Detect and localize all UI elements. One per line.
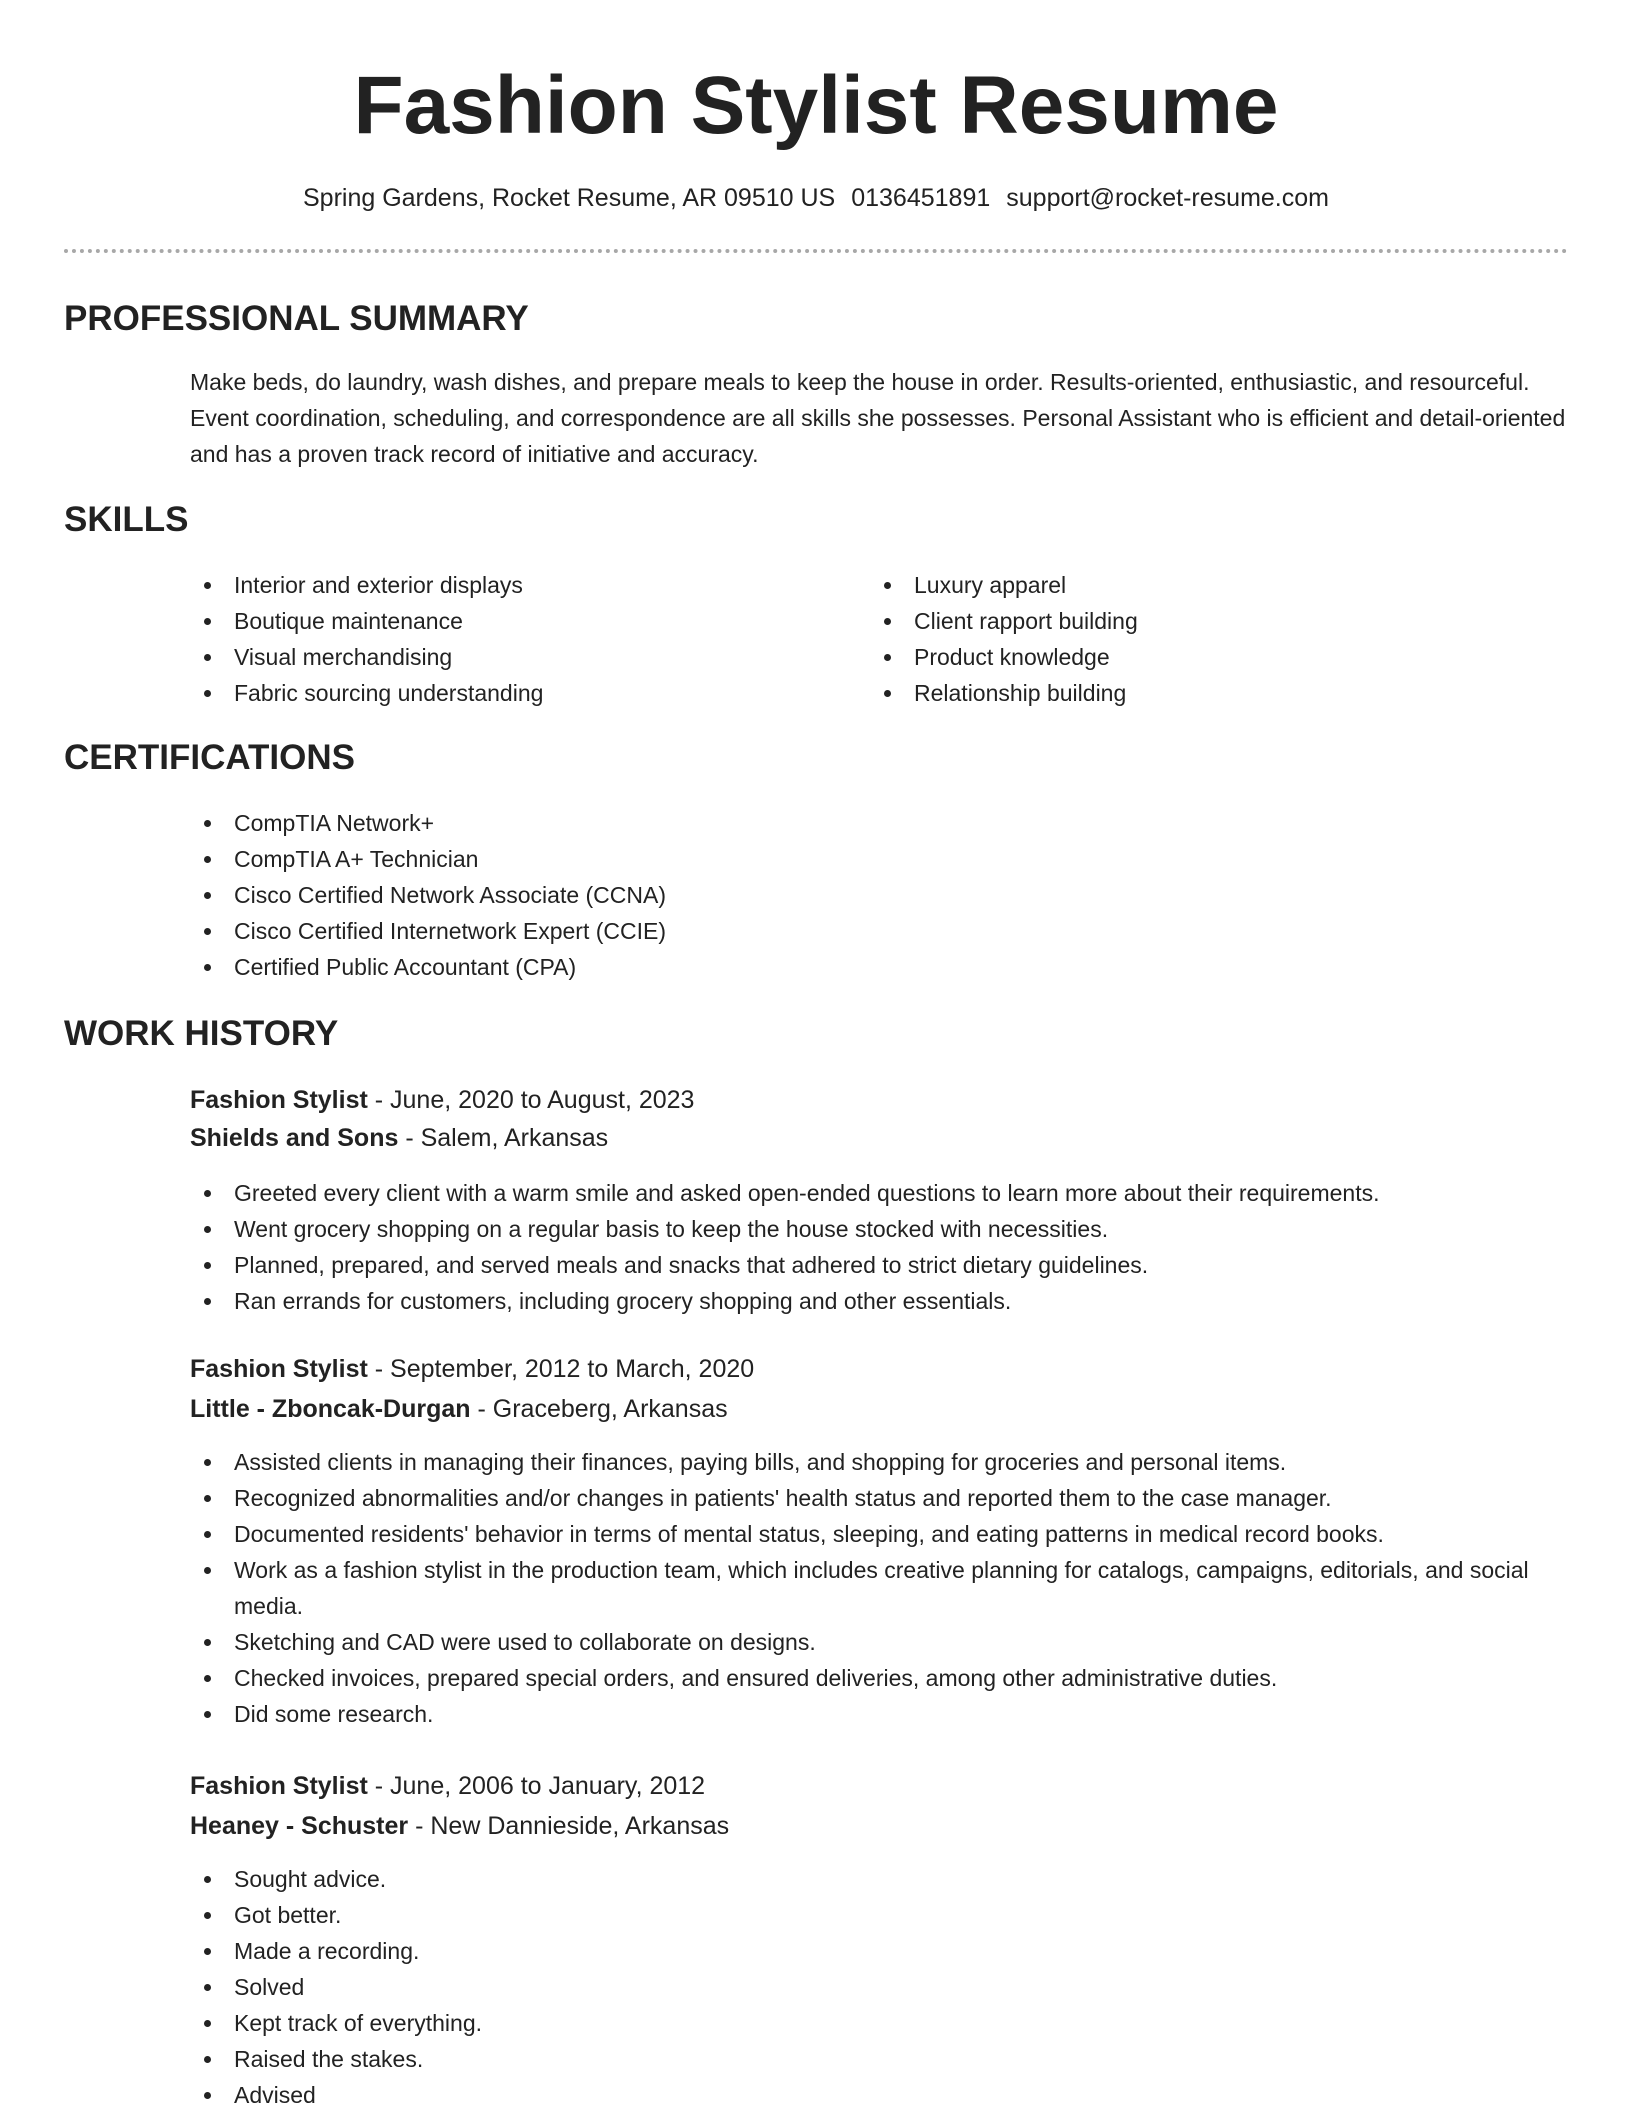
job-title: Fashion Stylist: [190, 1772, 368, 1800]
certification-item: Certified Public Accountant (CPA): [190, 949, 1490, 985]
job-title: Fashion Stylist: [190, 1086, 368, 1114]
summary-text: Make beds, do laundry, wash dishes, and prepare meals to keep the house in order. Results-oriented, enthusiastic, and resourceful. Event coordination, scheduling, and correspondence are all skills she possesses. Personal Assistant who is efficient and detail-oriented and has a proven track record of initiative and accuracy.: [190, 369, 1566, 467]
contact-address: Spring Gardens, Rocket Resume, AR 09510 US: [303, 184, 836, 212]
contact-phone: 0136451891: [851, 184, 991, 212]
certification-item: Cisco Certified Internetwork Expert (CCIE): [190, 913, 1490, 949]
job-duty: Documented residents' behavior in terms of mental status, sleeping, and eating patterns in medical record books.: [190, 1516, 1590, 1552]
job-duty: Got better.: [190, 1897, 1590, 1933]
certification-item: CompTIA A+ Technician: [190, 841, 1490, 877]
job-location: - Graceberg, Arkansas: [470, 1395, 728, 1423]
job-duty: Recognized abnormalities and/or changes in patients' health status and reported them to the case manager.: [190, 1480, 1590, 1516]
job-company: Heaney - Schuster: [190, 1812, 409, 1840]
job-duties-list: [190, 1444, 1590, 1732]
job-dates: - September, 2012 to March, 2020: [367, 1355, 755, 1383]
job-duty: Planned, prepared, and served meals and snacks that adhered to strict dietary guidelines.: [190, 1247, 1590, 1283]
resume-title: Fashion Stylist Resume: [353, 60, 1279, 151]
summary-heading: PROFESSIONAL SUMMARY: [64, 299, 529, 338]
skill-item: Boutique maintenance: [190, 603, 830, 639]
job-title-line: [190, 1350, 754, 1388]
job-duty: Solved: [190, 1969, 1590, 2005]
job-duty: Sought advice.: [190, 1861, 1590, 1897]
job-location: - New Dannieside, Arkansas: [408, 1812, 730, 1840]
contact-email[interactable]: support@rocket-resume.com: [1006, 184, 1329, 212]
job-duty: Went grocery shopping on a regular basis to keep the house stocked with necessities.: [190, 1211, 1590, 1247]
job-location: - Salem, Arkansas: [398, 1124, 609, 1152]
skill-item: Relationship building: [870, 675, 1510, 711]
job-company-line: [190, 1119, 608, 1157]
certifications-heading: CERTIFICATIONS: [64, 738, 356, 777]
skills-list-right: [870, 567, 1510, 711]
job-dates: - June, 2006 to January, 2012: [367, 1772, 706, 1800]
skill-item: Visual merchandising: [190, 639, 830, 675]
job-company: Little - Zboncak-Durgan: [190, 1395, 471, 1423]
job-duty: Kept track of everything.: [190, 2005, 1590, 2041]
contact-line: [64, 180, 1568, 216]
certifications-list: [190, 805, 1490, 985]
skills-list-left: [190, 567, 830, 711]
job-duty: Work as a fashion stylist in the production team, which includes creative planning for catalogs, campaigns, editorials, and social media.: [190, 1552, 1590, 1624]
skill-item: Fabric sourcing understanding: [190, 675, 830, 711]
job-duty: Assisted clients in managing their finances, paying bills, and shopping for groceries and personal items.: [190, 1444, 1590, 1480]
job-company-line: [190, 1807, 729, 1845]
job-company-line: [190, 1390, 728, 1428]
header-divider: [64, 249, 1568, 253]
certification-item: CompTIA Network+: [190, 805, 1490, 841]
job-duty: Sketching and CAD were used to collaborate on designs.: [190, 1624, 1590, 1660]
job-duties-list: [190, 1861, 1590, 2113]
job-duty: Made a recording.: [190, 1933, 1590, 1969]
job-duty: Checked invoices, prepared special orders, and ensured deliveries, among other administrative duties.: [190, 1660, 1590, 1696]
job-duty: Ran errands for customers, including grocery shopping and other essentials.: [190, 1283, 1590, 1319]
job-duty: Greeted every client with a warm smile and asked open-ended questions to learn more about their requirements.: [190, 1175, 1590, 1211]
certification-item: Cisco Certified Network Associate (CCNA): [190, 877, 1490, 913]
job-duties-list: [190, 1175, 1590, 1319]
job-duty: Advised: [190, 2077, 1590, 2113]
job-company: Shields and Sons: [190, 1124, 399, 1152]
skill-item: Client rapport building: [870, 603, 1510, 639]
work-history-heading: WORK HISTORY: [64, 1014, 339, 1053]
job-title-line: [190, 1081, 694, 1119]
skill-item: Luxury apparel: [870, 567, 1510, 603]
skills-heading: SKILLS: [64, 500, 189, 539]
job-dates: - June, 2020 to August, 2023: [367, 1086, 695, 1114]
skill-item: Interior and exterior displays: [190, 567, 830, 603]
skill-item: Product knowledge: [870, 639, 1510, 675]
job-duty: Did some research.: [190, 1696, 1590, 1732]
job-title-line: [190, 1767, 705, 1805]
job-title: Fashion Stylist: [190, 1355, 368, 1383]
job-duty: Raised the stakes.: [190, 2041, 1590, 2077]
